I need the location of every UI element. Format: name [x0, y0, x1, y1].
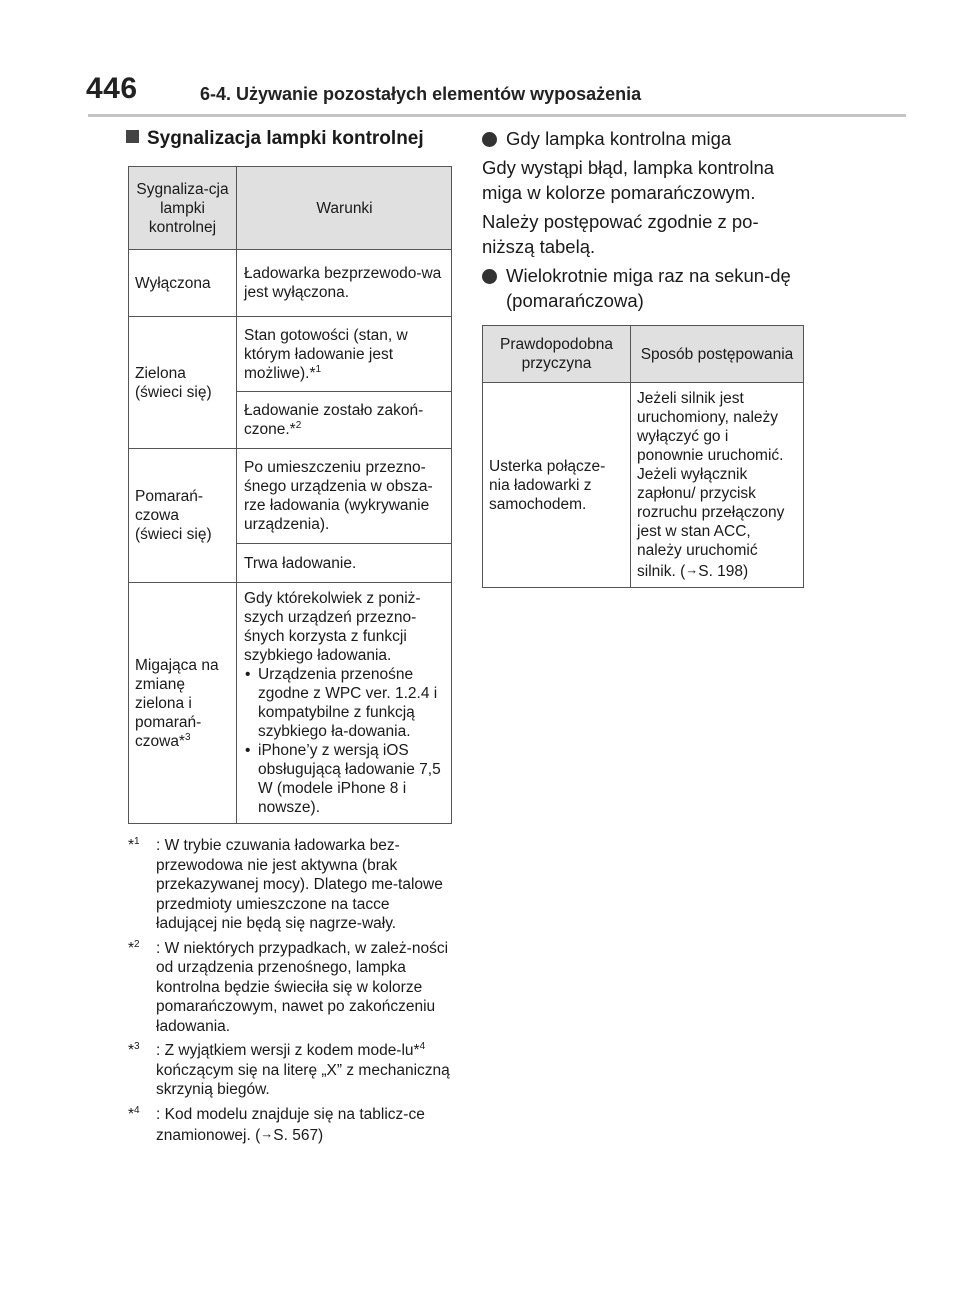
footnote-2: *$^2$ : W niektórych przypadkach, w zależ-ności od urządzenia przenośnego, lampka kontrolna będzie świeciła się w kolorze pomarańczowym, nawet po zakończeniu ładowania. [128, 938, 449, 1035]
blinking-bullet-heading: Gdy lampka kontrolna miga [482, 126, 804, 151]
page-ref-link[interactable]: S. 567) [273, 1127, 324, 1144]
row-label-green: Zielona (świeci się) [129, 317, 237, 449]
page-ref-arrow-icon: → [685, 562, 699, 577]
header-cell-indication: Sygnaliza-cja lampki kontrolnej [129, 167, 237, 250]
footnote-3: *$^3$ : Z wyjątkiem wersji z kodem mode-lu*$^4$ kończącym się na literę „X” z mechaniczną skrzynią biegów. [128, 1040, 450, 1098]
row-cond-orange-charging: Trwa ładowanie. [237, 544, 452, 583]
table-row [129, 449, 452, 544]
page-ref-arrow-icon: → [260, 1126, 274, 1141]
header-cell-cause: Prawdopodobna przyczyna [483, 326, 631, 383]
action-cell: Jeżeli silnik jest uruchomiony, należy wyłączyć go i ponownie uruchomić. Jeżeli wyłącznik zapłonu/ przycisk rozruchu przełączony jest w stan ACC, należy uruchomić silnik. (→S. 198) [631, 383, 804, 588]
row-cond-green-complete: Ładowanie zostało zakoń-czone.*$^2$ [237, 392, 452, 449]
footnotes [128, 836, 452, 1146]
footnote-4: *$^4$ : Kod modelu znajduje się na tablicz-ce znamionowej. (→S. 567) [128, 1104, 425, 1144]
header-cell-conditions: Warunki [237, 167, 452, 250]
table-row [129, 250, 452, 317]
blinking-intro: Gdy którekolwiek z poniż-szych urządzeń przezno-śnych korzysta z funkcji szybkiego ładowania. [244, 590, 421, 664]
table-row [129, 317, 452, 392]
table-row [483, 383, 804, 588]
indicator-table [128, 166, 452, 824]
table-row [129, 583, 452, 824]
row-cond-green-standby: Stan gotowości (stan, w którym ładowanie jest możliwe).*$^1$ [237, 317, 452, 392]
header-cell-action: Sposób postępowania [631, 326, 804, 383]
row-cond-off: Ładowarka bezprzewodo-wa jest wyłączona. [237, 250, 452, 317]
footnote-1: *$^1$ : W trybie czuwania ładowarka bez-przewodowa nie jest aktywna (brak przekazywanej mocy). Dlatego me-talowe przedmioty umieszczone na tacce ładującej nie będą się nagrze-wały. [128, 835, 443, 932]
row-cond-blinking [237, 583, 452, 824]
row-label-blinking: Migająca na zmianę zielona i pomarań-czowa*$^3$ [129, 583, 237, 824]
blinking-bullet-wpc: • Urządzenia przenośne zgodne z WPC ver. 1.2.4 i kompatybilne z funkcją szybkiego ła-dowania. [244, 665, 445, 741]
repeated-blink-heading: Wielokrotnie miga raz na sekun-dę (pomarańczowa) [482, 263, 804, 313]
table-header-row [129, 167, 452, 250]
row-label-off: Wyłączona [129, 250, 237, 317]
indicator-heading [126, 124, 452, 154]
section-title: 6-4. Używanie pozostałych elementów wyposażenia [200, 84, 642, 104]
row-label-orange: Pomarań-czowa (świeci się) [129, 449, 237, 583]
page-ref-link[interactable]: S. 198) [698, 563, 749, 580]
left-column [128, 124, 452, 1151]
instruction-paragraph: Należy postępować zgodnie z po-niższą tabelą. [482, 211, 759, 257]
indicator-heading-text: Sygnalizacja lampki kontrolnej [147, 128, 424, 149]
troubleshooting-table [482, 325, 804, 588]
blinking-bullet-iphone: • iPhone’y z wersją iOS obsługującą ładowanie 7,5 W (modele iPhone 8 i nowsze). [244, 741, 445, 817]
error-paragraph: Gdy wystąpi błąd, lampka kontrolna miga w kolorze pomarańczowym. [482, 157, 775, 203]
cause-cell: Usterka połącze-nia ładowarki z samochodem. [483, 383, 631, 588]
row-cond-orange-detect: Po umieszczeniu przezno-śnego urządzenia w obsza-rze ładowania (wykrywanie urządzenia). [237, 449, 452, 544]
page-number: 446 [86, 72, 138, 105]
right-column [482, 124, 804, 588]
page-header [0, 0, 960, 118]
table-header-row [483, 326, 804, 383]
circle-bullet-icon [482, 132, 497, 147]
circle-bullet-icon [482, 269, 497, 284]
square-bullet-icon [126, 130, 139, 143]
header-divider [88, 114, 906, 117]
